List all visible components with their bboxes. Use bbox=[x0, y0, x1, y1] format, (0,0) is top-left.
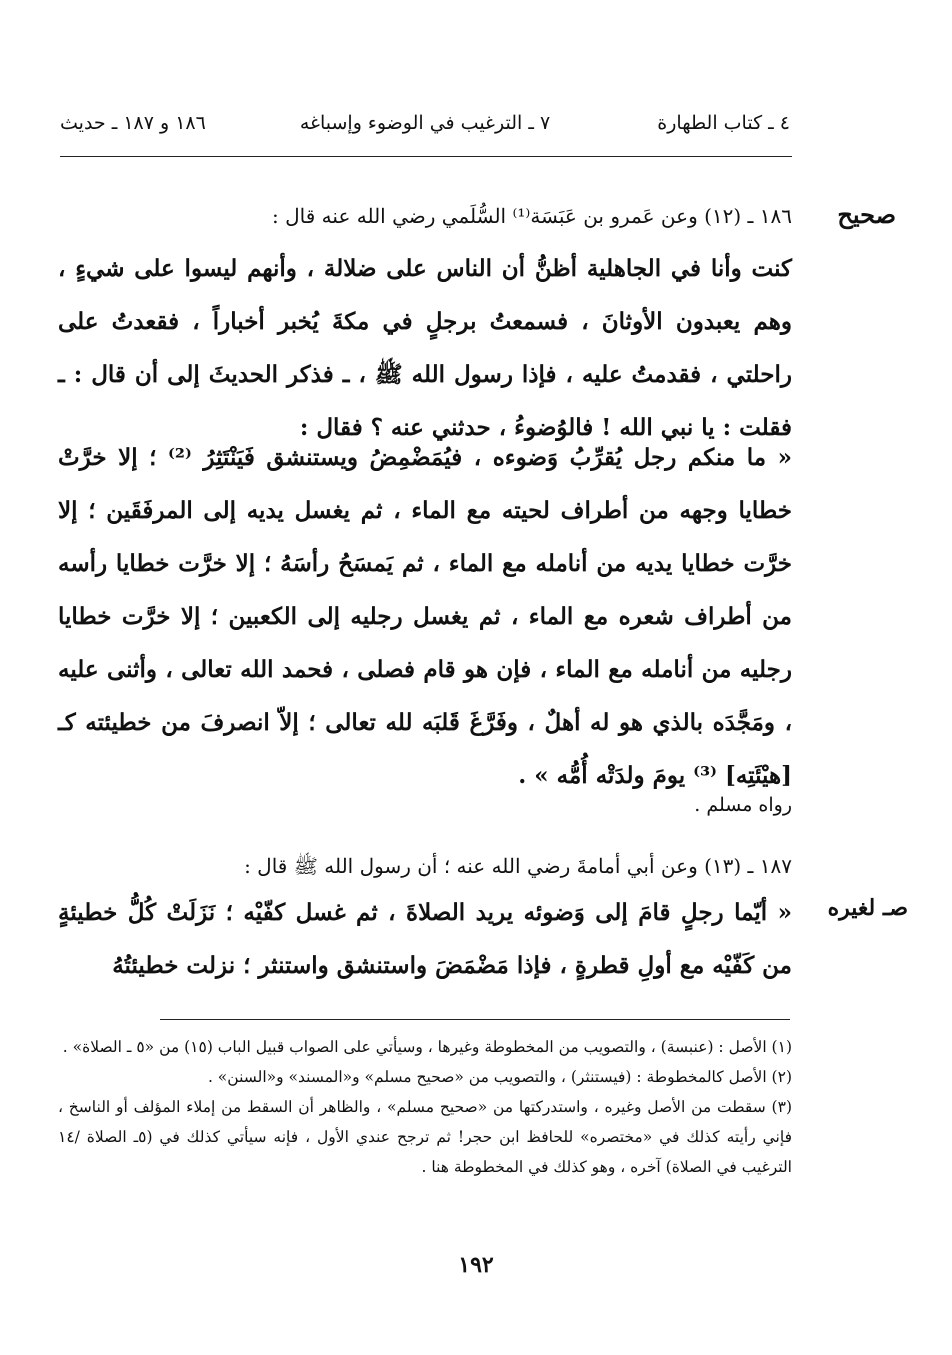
footnote-2: (٢) الأصل كالمخطوطة : (فيستنثر) ، والتصويب من «صحيح مسلم» و«المسند» و«السنن» . bbox=[207, 1068, 792, 1086]
header-divider bbox=[60, 156, 792, 157]
header-section: ٧ ـ الترغيب في الوضوء وإسباغه bbox=[299, 112, 551, 134]
hadith-187-intro: ١٨٧ ـ (١٣) وعن أبي أمامةَ رضي الله عنه ؛ أن رسول الله ﷺ قال : bbox=[244, 854, 792, 878]
hadith-186-intro: ١٨٦ ـ (١٢) وعن عَمرو بن عَبَسَة⁽¹⁾ السُّلَمي رضي الله عنه قال : bbox=[272, 204, 792, 228]
hadith-187-grade: صـ لغيره bbox=[827, 895, 908, 921]
hadith-186-narration: كنت وأنا في الجاهلية أظنُّ أن الناس على ضلالة ، وأنهم ليسوا على شيءٍ ، وهم يعبدون الأوثانَ ، فسمعتُ برجلٍ في مكةَ يُخبر أخباراً ، فقعدتُ على راحلتي ، فقدمتُ عليه ، فإذا رسول الله ﷺ ، ـ فذكر الحديثَ إلى أن قال : ـ فقلت : يا نبي الله ! فالوُضوءُ ، حدثني عنه ؟ فقال : bbox=[58, 255, 792, 441]
page-number: ١٩٢ bbox=[458, 1252, 494, 1278]
header-hadith-range: ١٨٦ و ١٨٧ ـ حديث bbox=[60, 112, 206, 134]
footnote-1: (١) الأصل : (عنبسة) ، والتصويب من المخطوطة وغيرها ، وسيأتي على الصواب قبيل الباب (١٥) من «٥ ـ الصلاة» . bbox=[62, 1038, 792, 1056]
hadith-186-source: رواه مسلم . bbox=[694, 794, 792, 816]
hadith-186-matn: « ما منكم رجل يُقرِّبُ وَضوءه ، فيُمَضْمِضُ ويستنشق فَيَنْتَثِرُ ⁽²⁾ ؛ إلا خرَّتْ خطايا وجهه من أطراف لحيته مع الماء ، ثم يغسل يديه إلى المرفَقَين ؛ إلا خرَّت خطايا يديه من أنامله مع الماء ، ثم يَمسَحُ رأسَهُ ؛ إلا خرَّت خطايا رأسه من أطراف شعره مع الماء ، ثم يغسل رجليه إلى الكعبين ؛ إلا خرَّت خطايا رجليه من أنامله مع الماء ، فإن هو قام فصلى ، فحمد الله تعالى ، وأثنى عليه ، ومَجَّدَه بالذي هو له أهلٌ ، وفَرَّغَ قَلبَه لله تعالى ؛ إلاّ انصرفَ من خطيئته كـ [هيْئَتِه] ⁽³⁾ يومَ ولدَتْه أُمُّه » . bbox=[58, 444, 793, 789]
footnote-3: (٣) سقطت من الأصل وغيره ، واستدركتها من «صحيح مسلم» ، والظاهر أن السقط من إملاء المؤلف أو الناسخ ، فإني رأيته كذلك في «مختصره» للحافظ ابن حجر! ثم ترجح عندي الأول ، فإنه سيأتي كذلك في (٥ـ الصلاة /١٤ الترغيب في الصلاة) آخره ، وهو كذلك في المخطوطة هنا . bbox=[58, 1098, 792, 1176]
header-chapter: ٤ ـ كتاب الطهارة bbox=[657, 112, 790, 134]
hadith-186-grade: صحيح bbox=[837, 200, 896, 229]
hadith-187-matn: « أيّما رجلٍ قامَ إلى وَضوئه يريد الصلاةَ ، ثم غسل كفّيْه ؛ نَزَلَتْ كُلُّ خطيئةٍ من كَفّيْه مع أولِ قطرةٍ ، فإذا مَضْمَضَ واستنشق واستنثر ؛ نزلت خطيئتُهُ bbox=[58, 899, 792, 979]
running-header bbox=[60, 112, 790, 146]
footnotes bbox=[58, 1032, 792, 1182]
footnote-divider bbox=[160, 1019, 790, 1020]
